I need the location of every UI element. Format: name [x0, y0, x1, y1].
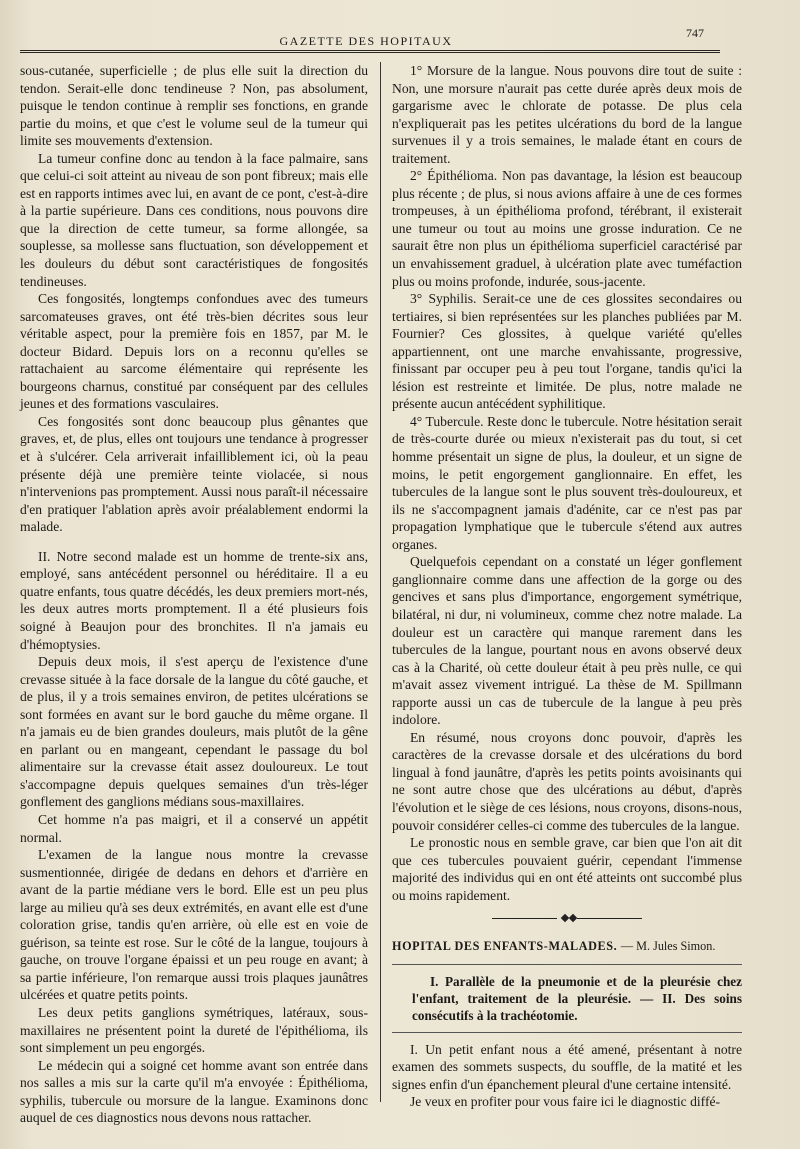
paragraph: sous-cutanée, superficielle ; de plus elle suit la direction du tendon. Serait-elle donc tendineuse ? Non, pas absolument, puisque le tendon continue à remplir ses fonctions, en grande partie du moins, et que c'est le volume seul de la tumeur qui limite ses mouvements d'extension. — [20, 63, 368, 149]
running-header: GAZETTE DES HOPITAUX — [279, 34, 453, 48]
paragraph: Ces fongosités, longtemps confondues avec des tumeurs sarcomateuses graves, ont été très-bien décrites sous leur véritable aspect, pour la première fois en 1857, par M. le docteur Bidard. Depuis lors on a reconnu qu'elles se rattachaient au sarcome élémentaire qui représente les bourgeons charnus, constitué par conséquent par des cellules jeunes et des formations vasculaires. — [20, 291, 368, 412]
paragraph: Quelquefois cependant on a constaté un léger gonflement ganglionnaire comme dans une affection de la gorge ou des gencives et sans plus d'importance, engorgement symétrique, bilatéral, ni dur, ni volumineux, comme chez notre malade. La douleur est un caractère qui manque rarement dans les tubercules de la langue, pourtant nous en avons observé deux cas à la Charité, où cette douleur était à peu près nulle, ce qui m'avait assez vivement intrigué. La thèse de M. Spillmann rapporte aussi un cas de tubercule de la langue à peu près indolore. — [392, 554, 742, 728]
ornament-line — [492, 918, 557, 919]
paragraph: Je veux en profiter pour vous faire ici le diagnostic diffé- — [410, 1094, 721, 1110]
paragraph: Le médecin qui a soigné cet homme avant son entrée dans nos salles a mis sur la carte qu'il m'a envoyée : Épithélioma, syphilis, tubercule ou morsure de la langue. Examinons donc auquel de ces diagnostics nous devons nous rattacher. — [20, 1057, 368, 1126]
section-rule — [392, 964, 742, 965]
paragraph: Le pronostic nous en semble grave, car bien que l'on ait dit que ces tubercules pouvaient guérir, cependant l'immense majorité des individus qui en ont été atteints ont succombé plus ou moins rapidement. — [392, 835, 742, 903]
ornament-diamond — [561, 914, 569, 922]
paragraph: Ces fongosités sont donc beaucoup plus gênantes que graves, et, de plus, elles ont toujours une tendance à progresser et à s'ulcérer. Cela arriverait infailliblement ici, où la peau présente déjà une première teinte violacée, si nous n'intervenions pas promptement. Aussi nous paraît-il nécessaire d'en pratiquer l'ablation après avoir préalablement endormi la malade. — [20, 413, 368, 535]
section-subheading: I. Parallèle de la pneumonie et de la pleurésie chez l'enfant, traitement de la pleurésie. — II. Des soins consécutifs à la trachéotomie. — [412, 973, 742, 1023]
ornament-line — [577, 918, 642, 919]
paragraph: 1° Morsure de la langue. Nous pouvons dire tout de suite : Non, une morsure n'aurait pas cette durée après deux mois de gargarisme avec le chlorate de potasse. De plus cela n'expliquerait pas les petites ulcérations du bord de la langue survenues il y a trois semaines, le malade étant en cours de traitement. — [392, 63, 742, 166]
paragraph: L'examen de la langue nous montre la crevasse susmentionnée, dirigée de dedans en dehors et d'arrière en avant de la partie médiane vers le bord. Elle est un peu plus large au milieu qu'à ses deux extrémités, en avant elle est d'une coloration grise, tandis qu'en arrière, où elle est en voie de guérison, sa teinte est rose. Sur le côté de la langue, toujours à gauche, on trouve l'organe épaissi et un peu rouge en avant; à sa partie inférieure, l'on remarque aussi trois plaques jaunâtres ulcérées et quatre petits points. — [20, 847, 368, 1003]
header-rule-double — [20, 52, 720, 53]
section-ornament — [492, 916, 642, 922]
section-heading — [392, 938, 742, 956]
paragraph: II. Notre second malade est un homme de trente-six ans, employé, sans antécédent personnel ou héréditaire. Il a eu quatre enfants, tous quatre décédés, les deux premiers mort-nés, les deux autres morts promptement. Il a été plusieurs fois soigné à Beaujon pour des bronchites. Il n'a jamais eu d'hémoptysies. — [20, 548, 368, 652]
paragraph: 3° Syphilis. Serait-ce une de ces glossites secondaires ou tertiaires, si bien représentées sur les planches publiées par M. Fournier? Ces glossites, à quelque variété qu'elles appartiennent, ont une marche envahissante, progressive, finissant par occuper peu à peu tout l'organe, tandis qu'ici la lésion est restreinte et limitée. De plus, notre malade ne présente aucun antécédent syphilitique. — [392, 291, 742, 412]
paragraph: La tumeur confine donc au tendon à la face palmaire, sans que celui-ci soit atteint au niveau de son pont fibreux; mais elle est en rapports intimes avec lui, en avant de ce pont, c'est-à-dire à la partie supérieure. Dans ces conditions, nous pouvons dire que la direction de cette tumeur, sa forme allongée, sa souplesse, sa mollesse sans fluctuation, son développement et les douleurs du début sont caractéristiques de fongosités tendineuses. — [20, 150, 368, 289]
paragraph: Depuis deux mois, il s'est aperçu de l'existence d'une crevasse située à la face dorsale de la langue du côté gauche, et de plus, il y a trois semaines environ, de petites ulcérations se sont formées en avant sur le bord gauche du même organe. Il n'a jamais eu de bien grandes douleurs, mais plutôt de la gêne en parlant ou en mangeant, cependant le passage du bol alimentaire sur la crevasse était assez douloureux. Le tout s'accompagne depuis quelques semaines d'un très-léger gonflement des ganglions médians sous-maxillaires. — [20, 654, 368, 810]
right-column — [392, 62, 742, 1111]
header-rule — [20, 50, 720, 51]
paragraph: En résumé, nous croyons donc pouvoir, d'après les caractères de la crevasse dorsale et des ulcérations du bord lingual à fond jaunâtre, d'après les petits points avoisinants qui ne sont autre chose que des ulcérations au début, d'après l'évolution et le siège de ces lésions, nous croyons, disons-nous, pouvoir considérer celles-ci comme des tubercules de la langue. — [392, 729, 742, 833]
paragraph: 4° Tubercule. Reste donc le tubercule. Notre hésitation serait de très-courte durée ou mieux n'existerait pas du tout, si cet homme présentait un signe de plus, la douleur, et un signe de moins, le petit engorgement ganglionnaire. En effet, les tubercules de la langue sont le plus souvent très-douloureux, et ils ne s'accompagnent jamais d'adénite, car ce n'est pas par propagation lymphatique que le tubercule s'étend aux autres organes. — [392, 413, 742, 552]
paragraph: Les deux petits ganglions symétriques, latéraux, sous-maxillaires ne présentent point la dureté de l'épithélioma, ils sont simplement un peu engorgés. — [20, 1004, 368, 1056]
ornament-diamond — [569, 914, 577, 922]
paragraph: 2° Épithélioma. Non pas davantage, la lésion est beaucoup plus récente ; de plus, si nous avions affaire à une de ces formes trompeuses, à un épithélioma profond, térébrant, il existerait une tumeur ou tout au moins une grosse induration. Ce ne saurait être non plus un épithélioma superficiel caractérisé par un envahissement graduel, à ulcération plate avec tuméfaction plus ou moins profonde, indurée, sous-jacente. — [392, 168, 742, 289]
page-number: 747 — [686, 26, 704, 40]
paragraph: Cet homme n'a pas maigri, et il a conservé un appétit normal. — [20, 811, 368, 845]
left-column — [20, 62, 368, 1127]
section-rule — [392, 1032, 742, 1033]
paragraph: I. Un petit enfant nous a été amené, présentant à notre examen des sommets suspects, du souffle, de la matité et les signes enfin d'un épanchement pleural d'une certaine intensité. — [392, 1041, 742, 1092]
section-title: HOPITAL DES ENFANTS-MALADES. — [392, 939, 618, 954]
column-divider — [380, 62, 381, 1102]
section-author: — M. Jules Simon. — [620, 939, 716, 954]
